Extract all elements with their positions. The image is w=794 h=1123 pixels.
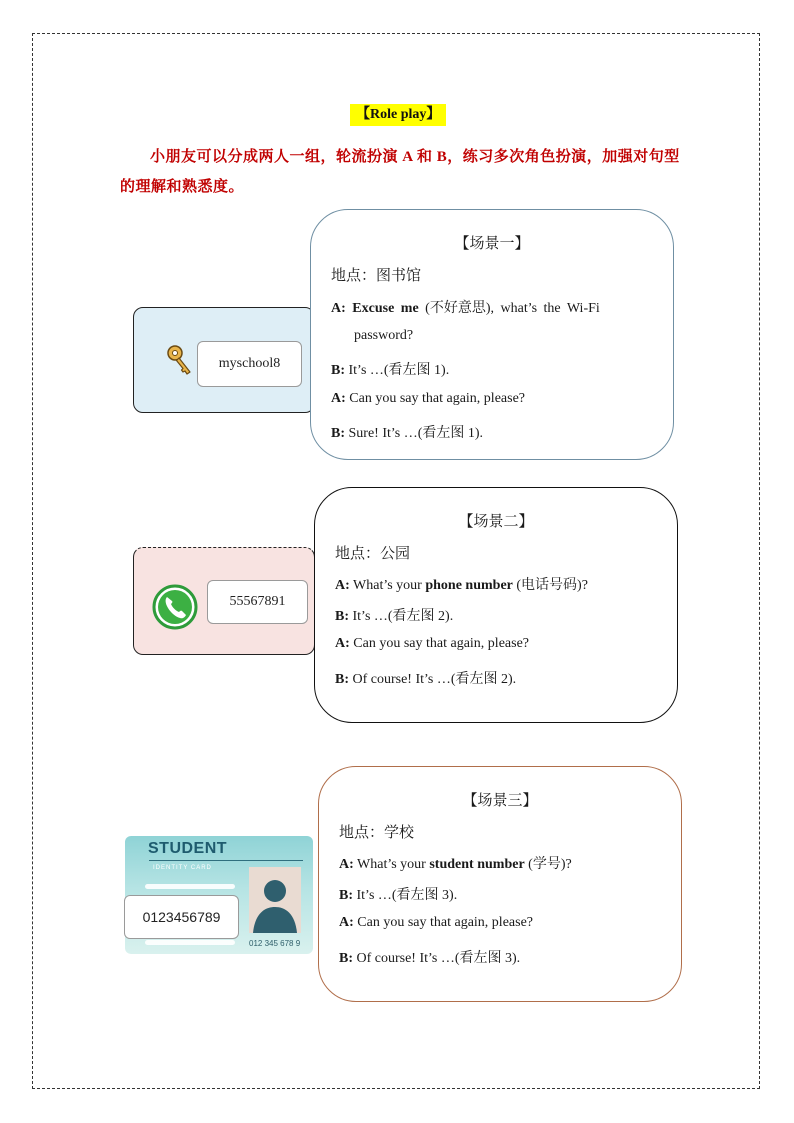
key-phrase: phone number (425, 578, 513, 593)
speaker-a: A: (335, 578, 350, 593)
speaker-a: A: (339, 857, 354, 872)
scene1-line-a1 (331, 297, 600, 317)
speaker-a: A: (331, 301, 346, 316)
scene1-line-a2 (331, 391, 525, 407)
speaker-b: B: (335, 609, 349, 624)
scene2-line-a1-pre: What’s your (353, 578, 422, 593)
speaker-b: B: (339, 951, 353, 966)
card-subtitle: IDENTITY CARD (153, 865, 212, 871)
key-icon (166, 344, 194, 376)
scene3-line-a1 (339, 853, 572, 873)
scene1-title: 【场景一】 (454, 236, 530, 252)
scene1-line-b2 (331, 422, 483, 442)
scene2-line-a1 (335, 574, 588, 594)
scene1-line-a1-cont: password? (354, 328, 414, 343)
student-number-value: 0123456789 (124, 895, 239, 939)
scene2-line-b2 (335, 668, 516, 688)
card-number: 012 345 678 9 (249, 939, 301, 948)
intro-instructions: 小朋友可以分成两人一组，轮流扮演 A 和 B，练习多次角色扮演，加强对句型的理解和熟悉度。 (120, 149, 680, 195)
speaker-a: A: (335, 636, 350, 651)
scene1-line-a1-rest: (不好意思), what’s the Wi-Fi (425, 301, 600, 316)
scene2-line-b2-text: Of course! It’s …(看左图 2). (352, 672, 517, 687)
scene1-line-b2-text: Sure! It’s …(看左图 1). (348, 426, 484, 441)
key-phrase: student number (429, 857, 525, 872)
scene2-dialogue-bubble (314, 487, 678, 723)
speaker-a: A: (339, 915, 354, 930)
scene2-line-b1 (335, 605, 453, 625)
card-title: STUDENT (148, 840, 228, 857)
scene3-place: 地点：学校 (339, 825, 415, 841)
scene3-line-a2-text: Can you say that again, please? (357, 915, 533, 930)
scene2-title: 【场景二】 (458, 514, 534, 530)
phone-icon (152, 584, 198, 630)
scene3-line-a2 (339, 915, 533, 931)
speaker-b: B: (339, 888, 353, 903)
scene3-line-a1-pre: What’s your (357, 857, 426, 872)
page-title: 【Role play】 (350, 104, 446, 126)
card-stripe (145, 940, 235, 945)
card-stripe (145, 884, 235, 889)
wifi-password-value: myschool8 (197, 341, 302, 387)
scene2-place: 地点：公园 (335, 546, 411, 562)
scene3-line-b1-text: It’s …(看左图 3). (356, 888, 458, 903)
scene1-dialogue-bubble (310, 209, 674, 460)
scene1-line-b1-text: It’s …(看左图 1). (348, 363, 450, 378)
person-silhouette-icon (249, 867, 301, 933)
speaker-b: B: (331, 426, 345, 441)
scene3-line-b1 (339, 884, 457, 904)
scene3-title: 【场景三】 (462, 793, 538, 809)
phone-number-value: 55567891 (207, 580, 308, 624)
scene2-line-a2-text: Can you say that again, please? (353, 636, 529, 651)
card-divider (149, 860, 303, 861)
speaker-a: A: (331, 391, 346, 406)
scene3-line-b2 (339, 947, 520, 967)
scene2-line-a1-rest: (电话号码)? (516, 578, 588, 593)
scene2-line-a2 (335, 636, 529, 652)
scene1-place: 地点：图书馆 (331, 268, 422, 284)
scene1-line-b1 (331, 359, 449, 379)
scene3-dialogue-bubble (318, 766, 682, 1002)
key-phrase: Excuse me (352, 301, 419, 316)
speaker-b: B: (335, 672, 349, 687)
scene1-line-a2-text: Can you say that again, please? (349, 391, 525, 406)
scene3-line-b2-text: Of course! It’s …(看左图 3). (356, 951, 521, 966)
scene2-line-b1-text: It’s …(看左图 2). (352, 609, 454, 624)
scene3-line-a1-rest: (学号)? (528, 857, 572, 872)
speaker-b: B: (331, 363, 345, 378)
